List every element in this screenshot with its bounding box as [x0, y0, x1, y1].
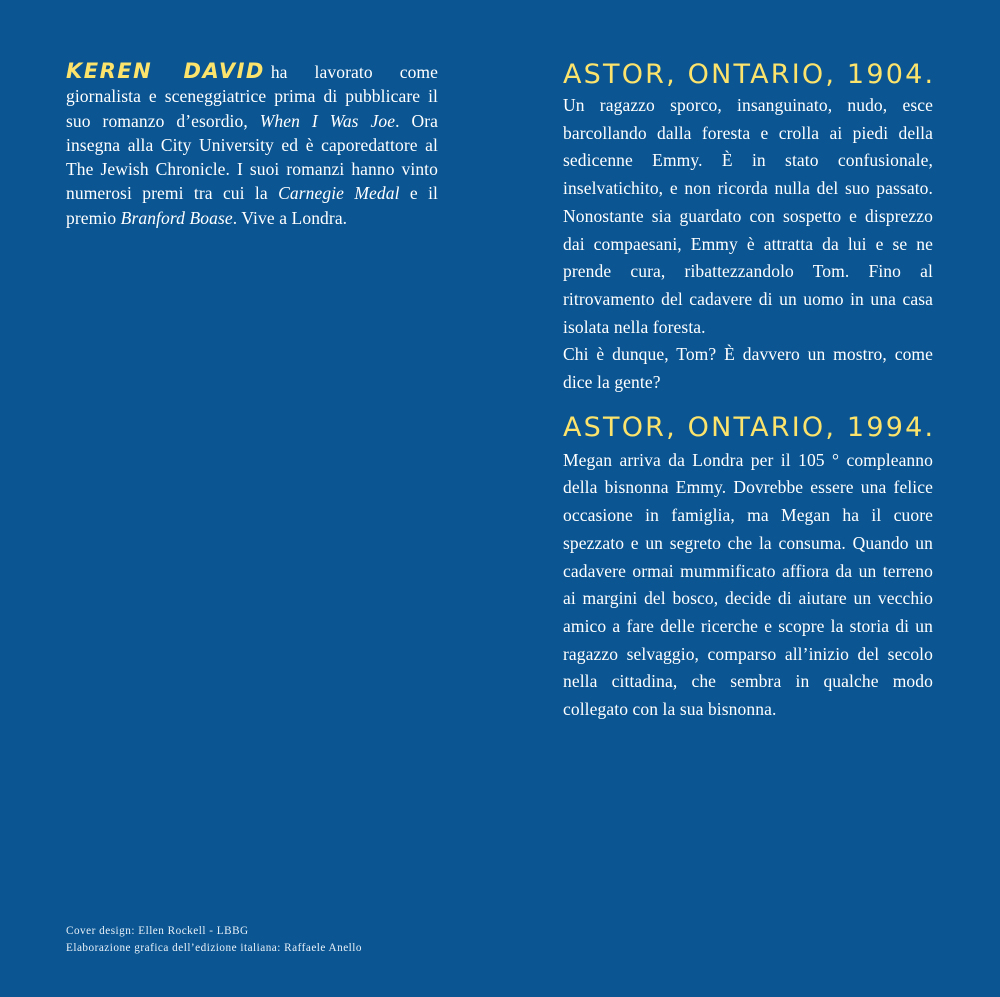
paragraph: Megan arriva da Londra per il 105 ° compleanno della bisnonna Emmy. Dovrebbe essere una felice occasione in famiglia, ma Megan ha il cuore spezzato e un segreto che la consuma. Quando un cadavere ormai mummificato affiora da un terreno ai margini del bosco, decide di aiutare un vecchio amico a fare delle ricerche e scopre la storia di un ragazzo selvaggio, comparso all’inizio del secolo nella cittadina, che sembra in qualche modo collegato con la sua bisnonna. — [563, 449, 933, 720]
paragraph: Un ragazzo sporco, insanguinato, nudo, esce barcollando dalla foresta e crolla ai piedi della sedicenne Emmy. È in stato confusionale, inselvatichito, e non ricorda nulla del suo passato. Nonostante sia guardato con sospetto e disprezzo dai compaesani, Emmy è attratta da lui e se ne prende cura, ribattezzandolo Tom. Fino al ritrovamento del cadavere di un uomo in una casa isolata nella foresta. — [563, 95, 933, 337]
synopsis-column — [563, 58, 936, 724]
section-body-1994 — [563, 447, 933, 724]
bio-mid: . Ora insegna alla City University ed è caporedattore al The Jewish Chronicle. I suoi romanzi hanno vinto numerosi premi tra cui la — [66, 110, 438, 204]
section-heading-1994: ASTOR, ONTARIO, 1994. — [563, 411, 936, 443]
award-branford: Branford Boase — [120, 207, 233, 228]
synopsis-section-1904 — [563, 58, 936, 397]
award-carnegie: Carnegie Medal — [278, 183, 400, 204]
author-bio — [66, 60, 438, 230]
bio-intro: ha lavorato come giornalista e sceneggiatrice prima di pubblicare il suo romanzo d’esordio, — [66, 62, 439, 131]
synopsis-section-1994 — [563, 411, 936, 724]
debut-title: When I Was Joe — [259, 110, 396, 131]
colophon-italian-edition: Elaborazione grafica dell’edizione italiana: Raffaele Anello — [66, 941, 362, 954]
colophon — [66, 923, 362, 956]
colophon-cover-design: Cover design: Ellen Rockell - LBBG — [66, 925, 249, 937]
bio-end: . Vive a Londra. — [232, 207, 348, 228]
author-name: KEREN DAVID — [66, 59, 265, 83]
section-heading-1904: ASTOR, ONTARIO, 1904. — [563, 59, 936, 90]
author-bio-column — [66, 60, 438, 230]
section-body-1904 — [563, 92, 933, 397]
paragraph: Chi è dunque, Tom? È davvero un mostro, come dice la gente? — [563, 344, 933, 393]
bio-between: e il premio — [66, 183, 438, 228]
